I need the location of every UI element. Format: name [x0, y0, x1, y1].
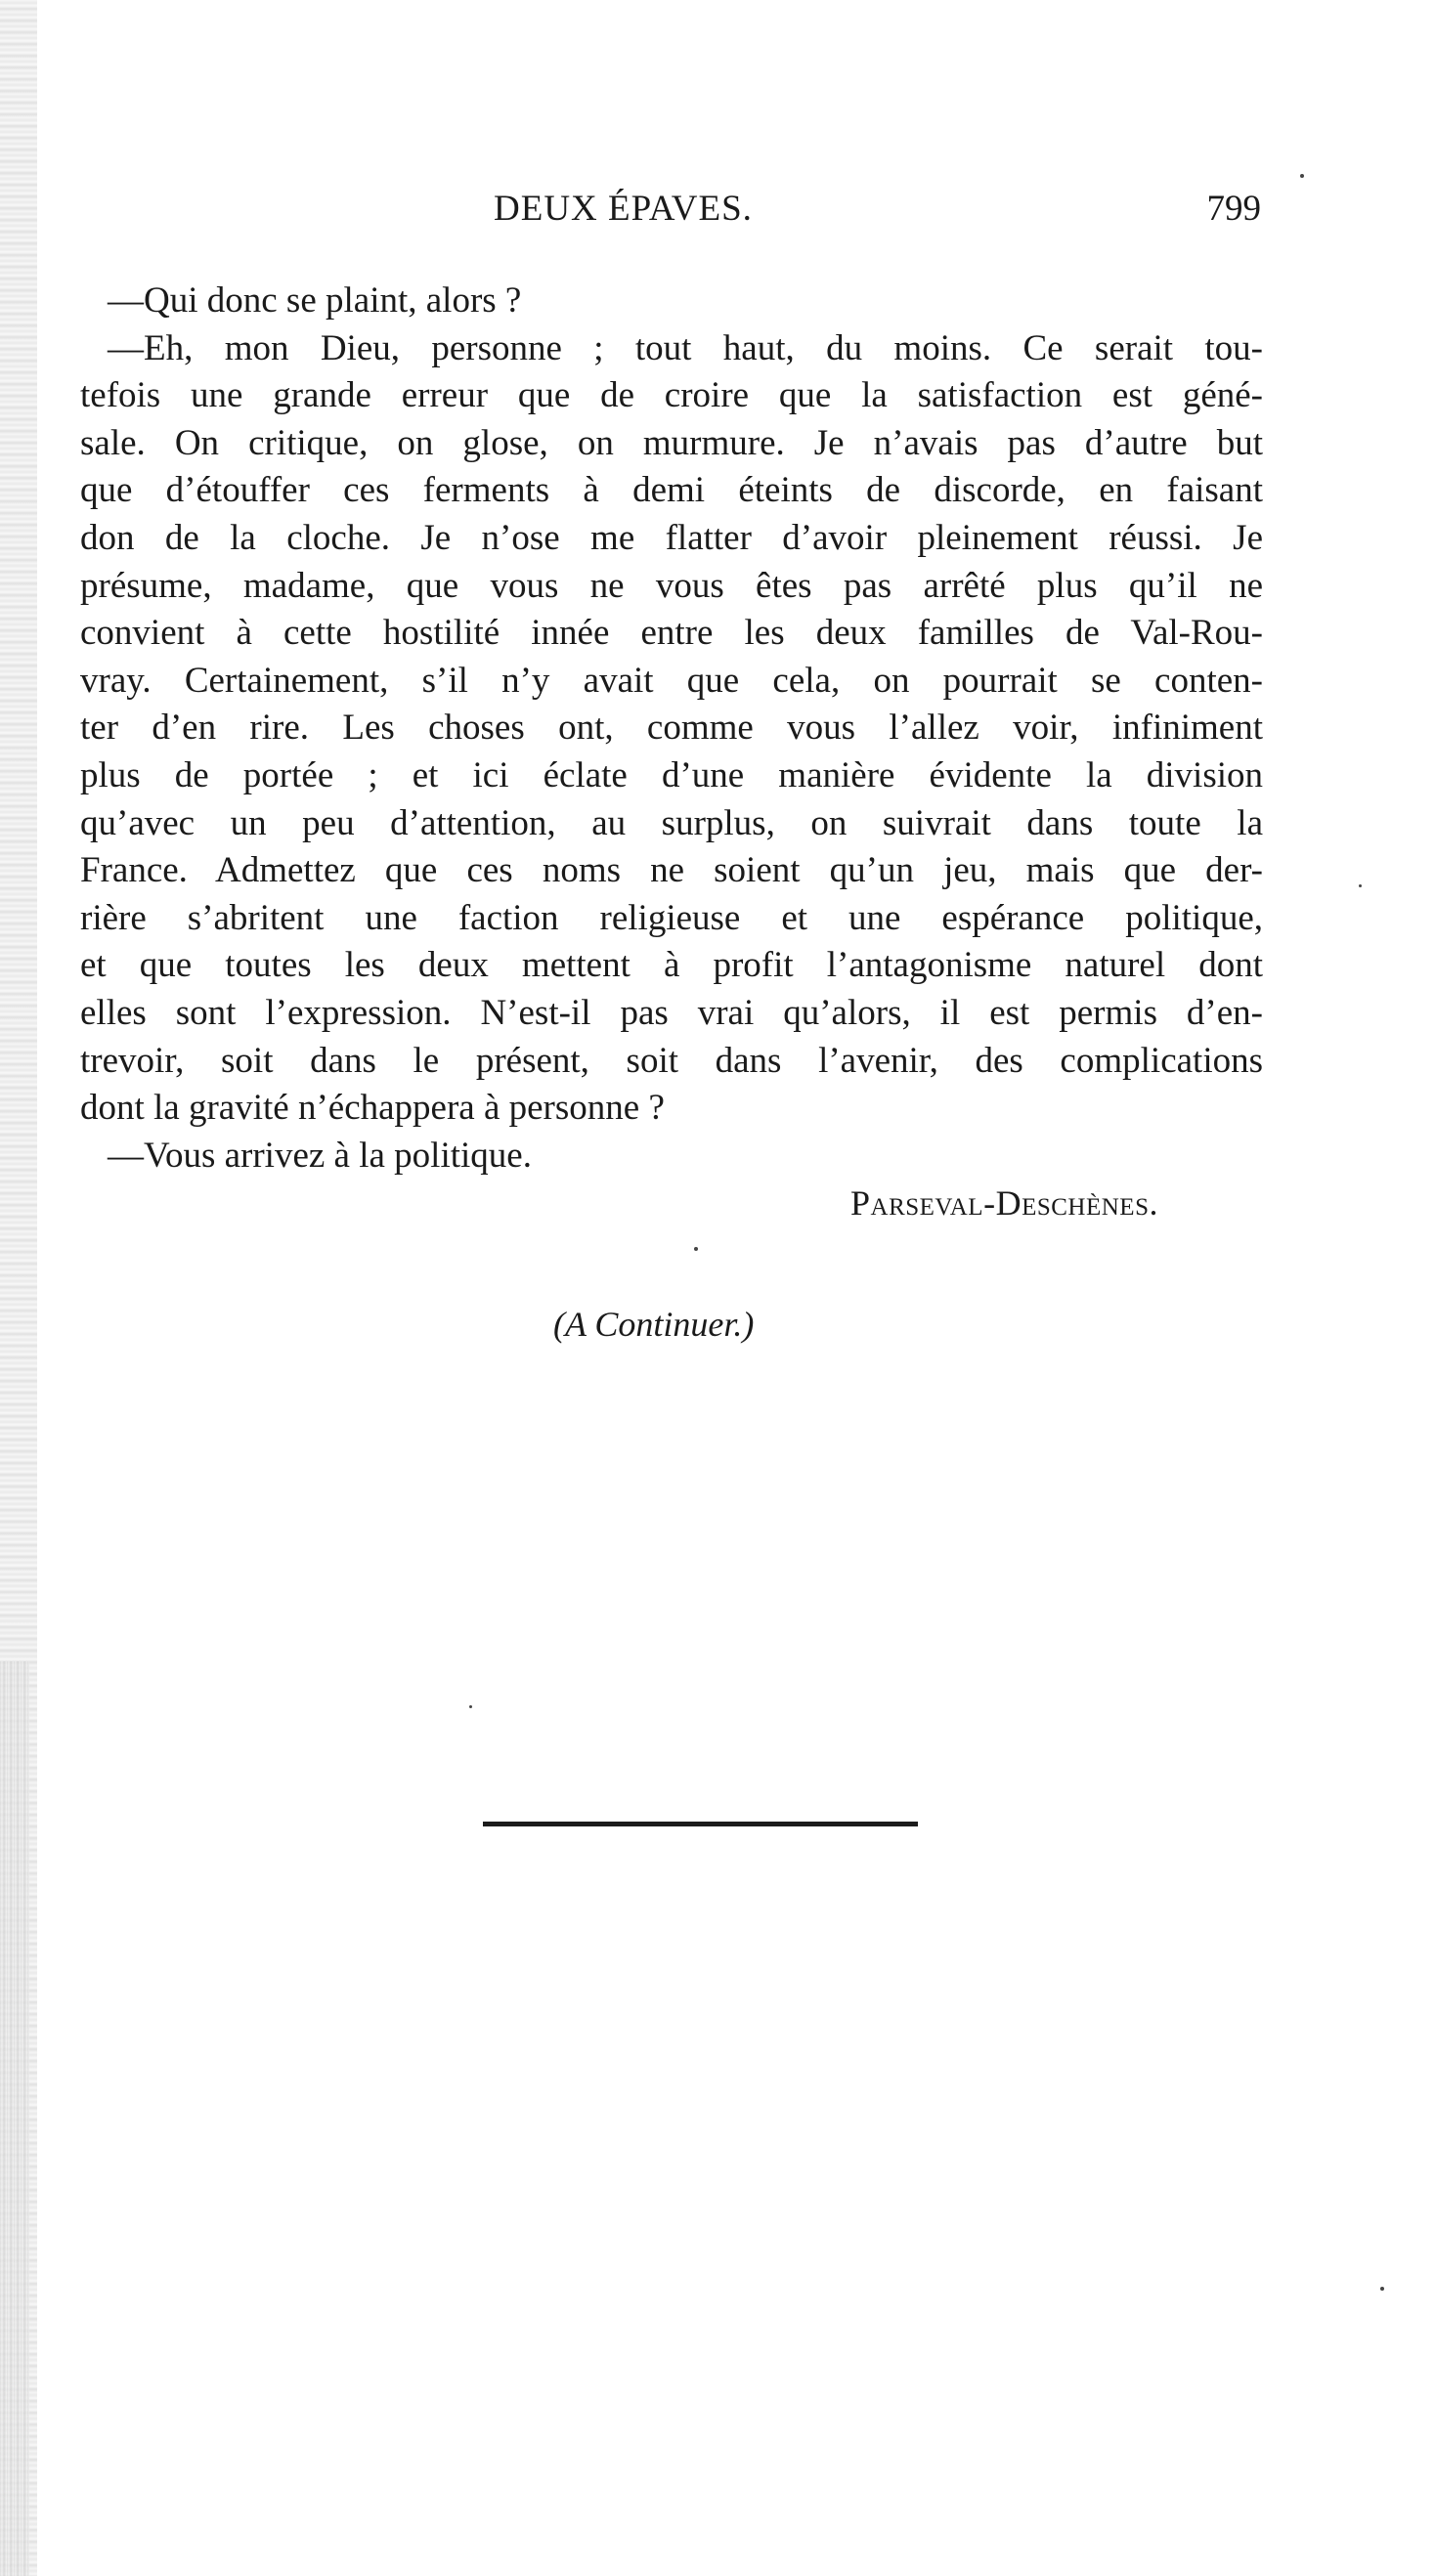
text-line: présume, madame, que vous ne vous êtes pas arrêté plus qu’il ne — [80, 565, 1263, 606]
text-line: rière s’abritent une faction religieuse et une espérance politique, — [80, 897, 1263, 938]
text-line: France. Admettez que ces noms ne soient qu’un jeu, mais que der- — [80, 850, 1263, 891]
ink-speck — [469, 1705, 472, 1708]
text-line: —Eh, mon Dieu, personne ; tout haut, du moins. Ce serait tou- — [108, 327, 1263, 368]
signature-text: Parseval-Deschènes. — [850, 1183, 1158, 1223]
text-line: tefois une grande erreur que de croire que la satisfaction est géné- — [80, 375, 1263, 416]
text-line: —Qui donc se plaint, alors ? — [108, 280, 522, 321]
running-title: DEUX ÉPAVES. — [494, 189, 753, 229]
ink-speck — [1380, 2287, 1384, 2291]
author-signature — [850, 1182, 1158, 1224]
text-line: convient à cette hostilité innée entre les deux familles de Val-Rou- — [80, 613, 1263, 654]
running-header — [78, 188, 1261, 236]
text-line: don de la cloche. Je n’ose me flatter d’avoir pleinement réussi. Je — [80, 517, 1263, 558]
text-line: vray. Certainement, s’il n’y avait que cela, on pourrait se conten- — [80, 660, 1263, 701]
ink-speck — [694, 1247, 698, 1251]
text-line: qu’avec un peu d’attention, au surplus, on suivrait dans toute la — [80, 802, 1263, 843]
continuation-note: (A Continuer.) — [553, 1305, 755, 1344]
text-line: que d’étouffer ces ferments à demi éteints de discorde, en faisant — [80, 470, 1263, 511]
text-line: dont la gravité n’échappera à personne ? — [80, 1088, 665, 1129]
text-line: —Vous arrivez à la politique. — [108, 1135, 532, 1176]
text-line: et que toutes les deux mettent à profit l’antagonisme naturel dont — [80, 945, 1263, 986]
text-line: elles sont l’expression. N’est-il pas vrai qu’alors, il est permis d’en- — [80, 992, 1263, 1033]
ink-speck — [1359, 884, 1362, 887]
text-line: ter d’en rire. Les choses ont, comme vous l’allez voir, infiniment — [80, 708, 1263, 749]
page-number: 799 — [1206, 189, 1261, 229]
ink-speck — [1300, 174, 1304, 178]
text-line: trevoir, soit dans le présent, soit dans l’avenir, des complications — [80, 1040, 1263, 1081]
text-line: plus de portée ; et ici éclate d’une manière évidente la division — [80, 754, 1263, 795]
text-line: sale. On critique, on glose, on murmure. Je n’avais pas d’autre but — [80, 422, 1263, 463]
section-rule — [483, 1822, 918, 1826]
body-text — [80, 278, 1263, 1180]
scanned-page-edge — [0, 0, 37, 2576]
